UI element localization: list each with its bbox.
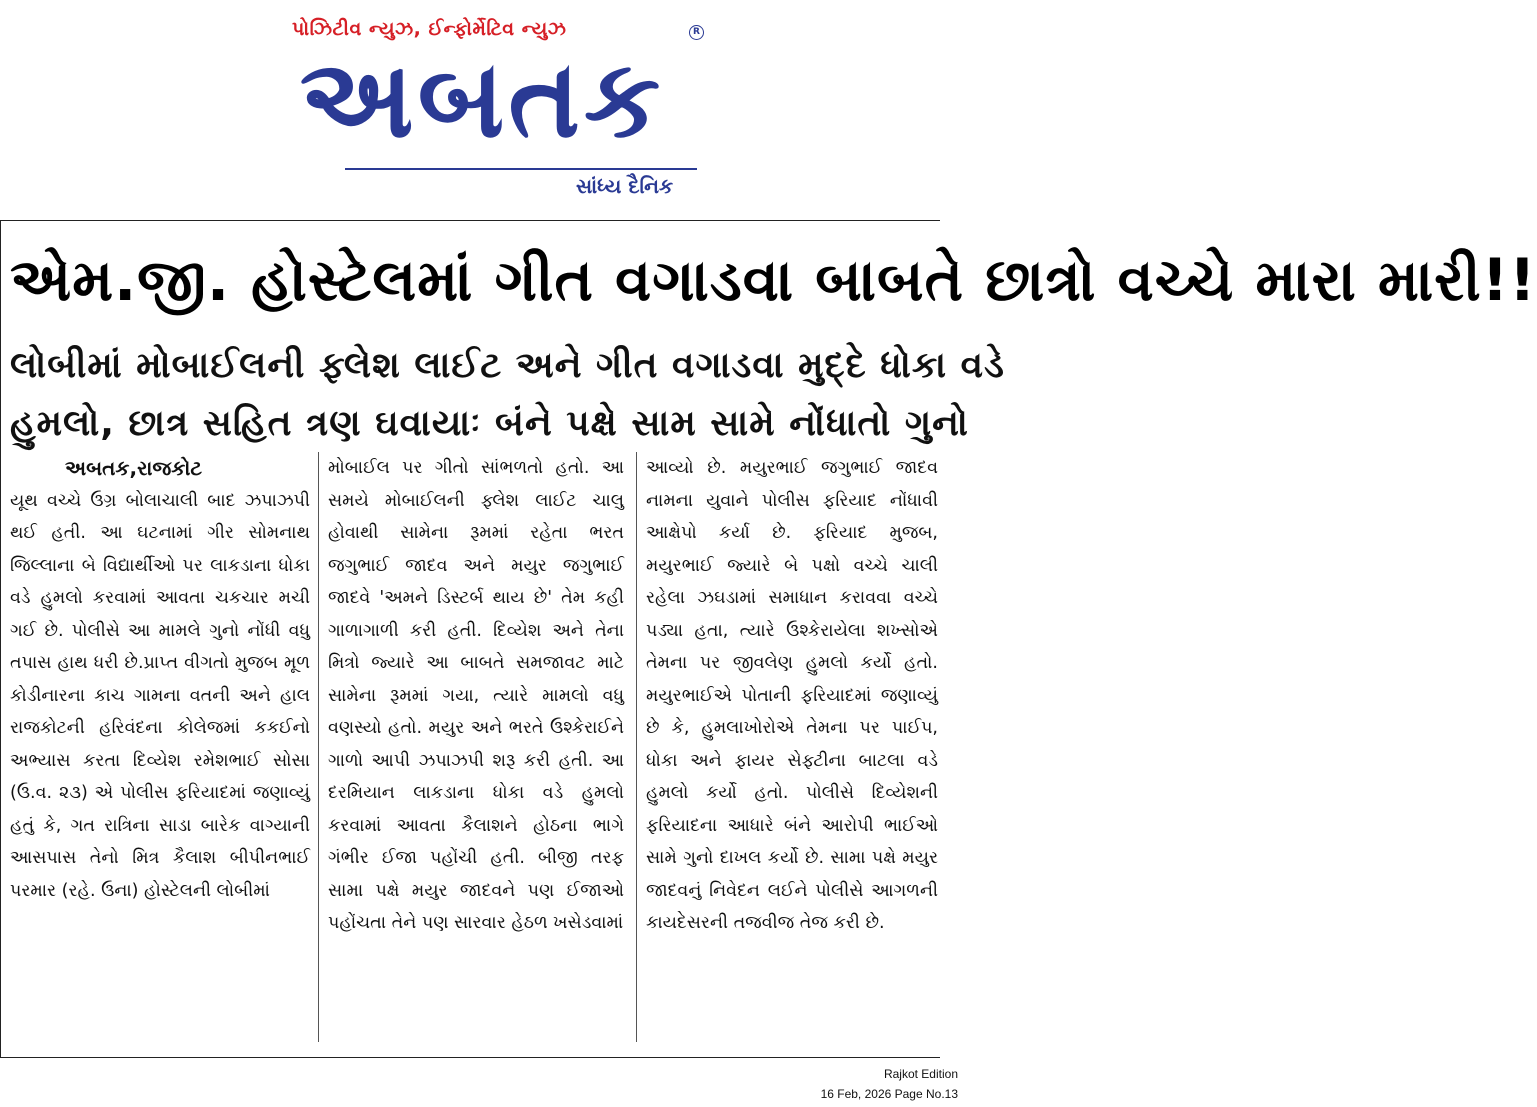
article-left-border (0, 220, 1, 1058)
column-3-text: આવ્યો છે. મયુરભાઈ જગુભાઈ જાદવ નામના યુવાને પોલીસ ફરિયાદ નોંધાવી આક્ષેપો કર્યા છે. ફરિયાદ મુજબ, મયુરભાઈ જ્યારે બે પક્ષો વચ્ચે ચાલી રહેલા ઝઘડામાં સમાધાન કરાવવા વચ્ચે પડ્યા હતા, ત્યારે ઉશ્કેરાયેલા શખ્સોએ તેમના પર જીવલેણ હુમલો કર્યો હતો. મયુરભાઈએ પોતાની ફરિયાદમાં જણાવ્યું છે કે, હુમલાખોરોએ તેમના પર પાઈપ, ધોકા અને ફાયર સેફ્ટીના બાટલા વડે હુમલો કર્યો હતો. પોલીસે દિવ્યેશની ફરિયાદના આધારે બંને આરોપી ભાઈઓ સામે ગુનો દાખલ કર્યો છે. સામા પક્ષે મયુર જાદવનું નિવેદન લઈને પોલીસે આગળની કાયદેસરની તજવીજ તેજ કરી છે. (646, 458, 938, 933)
article-subheadline-1: લોબીમાં મોબાઈલની ફ્લેશ લાઈટ અને ગીત વગાડવા મુદ્દે ધોકા વડે (10, 345, 1005, 386)
article-column-2 (328, 452, 624, 1052)
dateline: અબતક,રાજકોટ (65, 456, 203, 480)
registered-mark-icon: R (689, 25, 704, 40)
edition-name: Rajkot Edition (883, 1067, 958, 1081)
column-1-text: યૂથ વચ્ચે ઉગ્ર બોલાચાલી બાદ ઝપાઝપી થઈ હતી. આ ઘટનામાં ગીર સોમનાથ જિલ્લાના બે વિદ્યાર્થીઓ પર લાકડાના ધોકા વડે હુમલો કરવામાં આવતા ચકચાર મચી ગઈ છે. પોલીસે આ મામલે ગુનો નોંધી વધુ તપાસ હાથ ધરી છે.પ્રાપ્ત વીગતો મુજબ મૂળ કોડીનારના કાચ ગામના વતની અને હાલ રાજકોટની હરિવંદના કોલેજમાં કકઈનો અભ્યાસ કરતા દિવ્યેશ રમેશભાઈ સોસા (ઉ.વ. ૨૩) એ પોલીસ ફરિયાદમાં જણાવ્યું હતું કે, ગત રાત્રિના સાડા બારેક વાગ્યાની આસપાસ તેનો મિત્ર કૈલાશ બીપીનભાઈ પરમાર (રહે. ઉના) હોસ્ટેલની લોબીમાં (10, 490, 310, 901)
article-bottom-border (0, 1057, 940, 1058)
article-headline: એમ.જી. હોસ્ટેલમાં ગીત વગાડવા બાબતે છાત્રો વચ્ચે મારા મારી!! (10, 246, 1537, 314)
edition-date-page: 16 Feb, 2026 Page No.13 (820, 1087, 958, 1101)
column-divider (318, 452, 319, 1042)
article-column-3 (646, 452, 938, 1052)
column-2-text: મોબાઈલ પર ગીતો સાંભળતો હતો. આ સમયે મોબાઈલની ફ્લેશ લાઈટ ચાલુ હોવાથી સામેના રૂમમાં રહેતા ભરત જગુભાઈ જાદવ અને મયુર જગુભાઈ જાદવે 'અમને ડિસ્ટર્બ થાય છે' તેમ કહી ગાળાગાળી કરી હતી. દિવ્યેશ અને તેના મિત્રો જ્યારે આ બાબતે સમજાવટ માટે સામેના રૂમમાં ગયા, ત્યારે મામલો વધુ વણસ્યો હતો. મયુર અને ભરતે ઉશ્કેરાઈને ગાળો આપી ઝપાઝપી શરૂ કરી હતી. આ દરમિયાન લાકડાના ધોકા વડે હુમલો કરવામાં આવતા કૈલાશને હોઠના ભાગે ગંભીર ઈજા પહોંચી હતી. બીજી તરફ સામા પક્ષે મયુર જાદવને પણ ઈજાઓ પહોંચતા તેને પણ સારવાર હેઠળ ખસેડવામાં (328, 458, 624, 933)
article-top-border (0, 220, 940, 221)
article-subheadline-2: હુમલો, છાત્ર સહિત ત્રણ ઘવાયાઃ બંને પક્ષે સામ સામે નોંધાતો ગુનો (10, 403, 969, 444)
masthead (0, 0, 967, 215)
column-divider (636, 452, 637, 1042)
article-column-1 (10, 452, 310, 1052)
tagline: પોઝિટીવ ન્યુઝ, ઈન્ફોર્મેટિવ ન્યુઝ (292, 18, 567, 40)
edition-info (821, 1064, 958, 1104)
logo-underline (345, 168, 697, 170)
newspaper-logo: અબતક (299, 37, 665, 162)
evening-daily-label: સાંધ્ય દૈનિક (576, 174, 674, 198)
